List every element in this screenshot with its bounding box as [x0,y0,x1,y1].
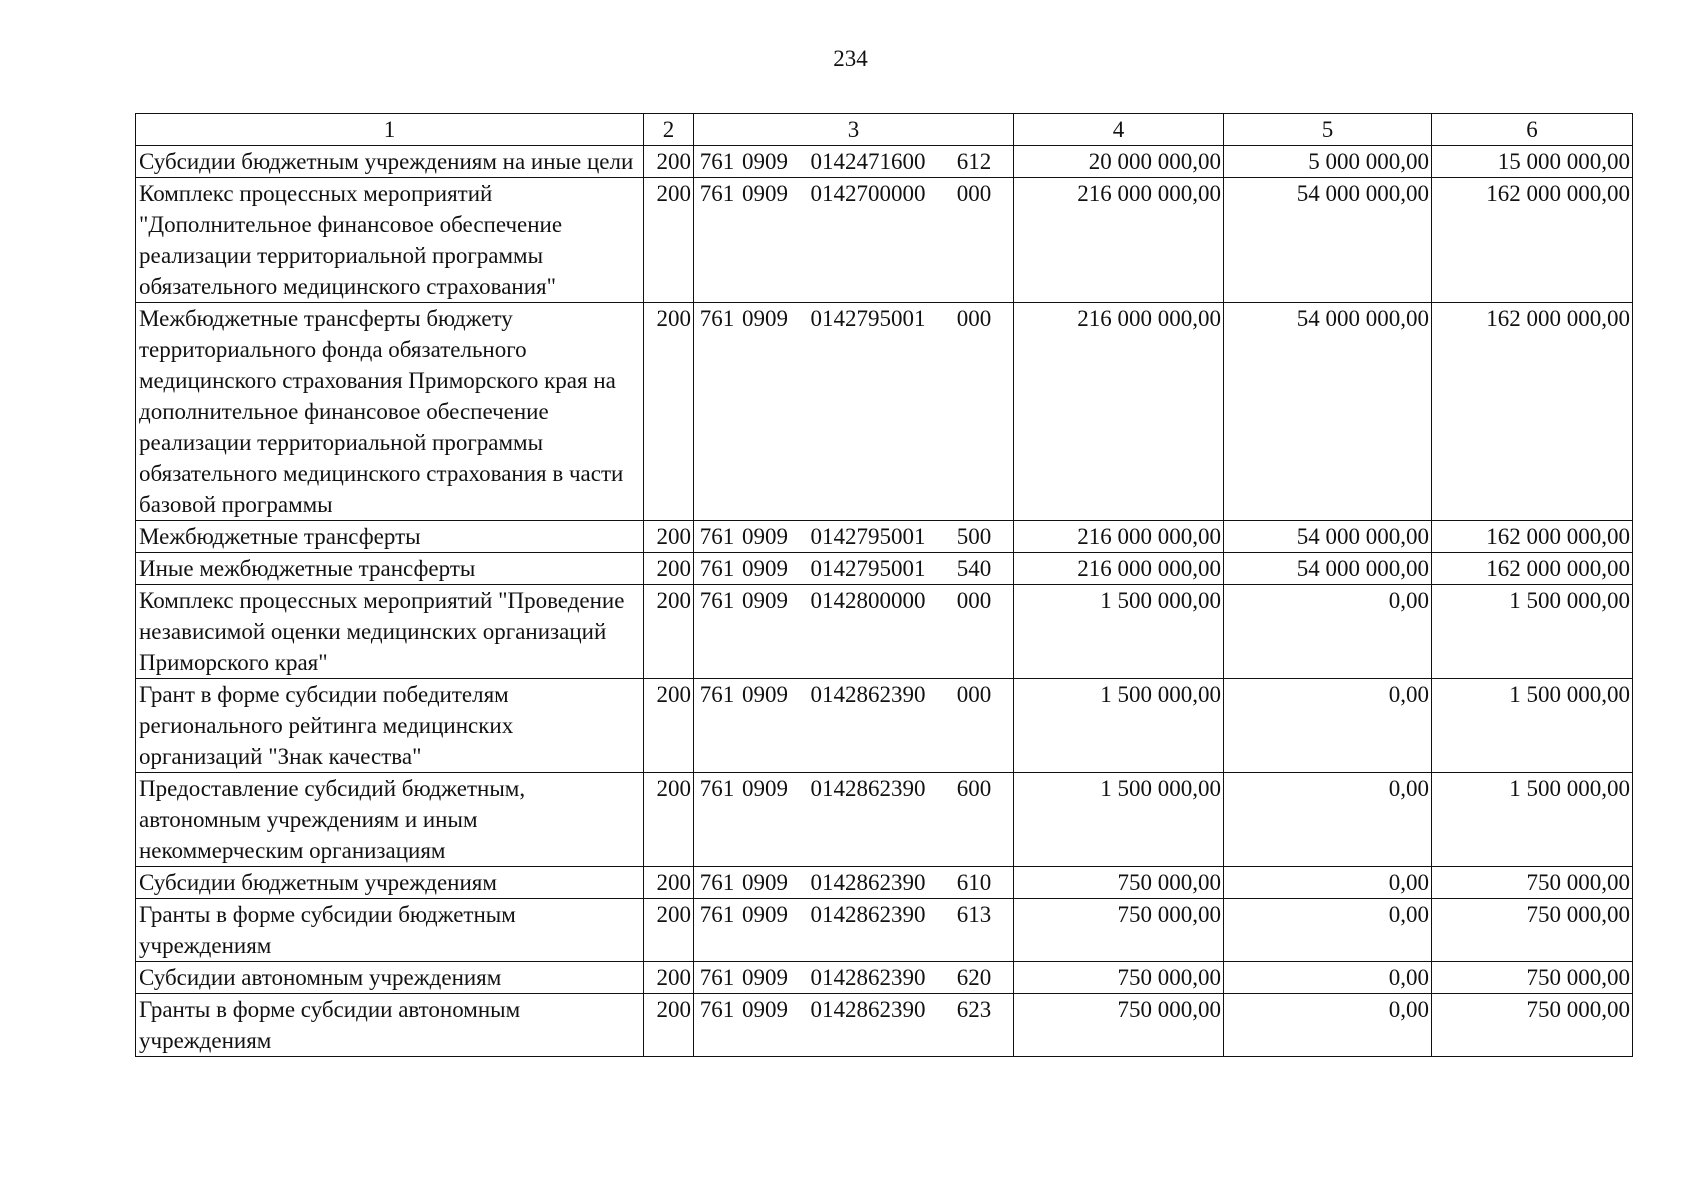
column-header: 1 [136,114,644,146]
expense-type-code: 500 [956,524,992,549]
target-article-code: 0142795001 [810,556,926,581]
row-amount-col6: 1 500 000,00 [1432,585,1633,679]
row-classification-code [694,867,1014,899]
table-row [136,146,1633,178]
row-amount-col6: 750 000,00 [1432,867,1633,899]
table-row [136,553,1633,585]
table-row [136,773,1633,867]
row-amount-col4: 216 000 000,00 [1014,553,1224,585]
expense-type-code: 610 [956,870,992,895]
target-article-code: 0142471600 [810,149,926,174]
section-code: 0909 [742,965,788,990]
section-code: 0909 [742,149,788,174]
ministry-code: 761 [699,965,735,990]
row-amount-col6: 162 000 000,00 [1432,553,1633,585]
row-name: Гранты в форме субсидии автономным учреждениям [136,994,644,1057]
table-row [136,303,1633,521]
ministry-code: 761 [699,149,735,174]
column-header: 4 [1014,114,1224,146]
target-article-code: 0142795001 [810,306,926,331]
expense-type-code: 613 [956,902,992,927]
section-code: 0909 [742,306,788,331]
target-article-code: 0142862390 [810,776,926,801]
column-header: 3 [694,114,1014,146]
row-amount-col6: 1 500 000,00 [1432,773,1633,867]
row-code-200: 200 [644,585,694,679]
row-classification-code [694,899,1014,962]
ministry-code: 761 [699,997,735,1022]
row-name: Межбюджетные трансферты [136,521,644,553]
target-article-code: 0142862390 [810,902,926,927]
section-code: 0909 [742,776,788,801]
row-code-200: 200 [644,679,694,773]
row-code-200: 200 [644,521,694,553]
column-header: 5 [1224,114,1432,146]
expense-type-code: 623 [956,997,992,1022]
budget-table [135,113,1633,1057]
row-amount-col5: 0,00 [1224,867,1432,899]
row-code-200: 200 [644,553,694,585]
row-amount-col5: 54 000 000,00 [1224,303,1432,521]
target-article-code: 0142862390 [810,965,926,990]
row-name: Комплекс процессных мероприятий "Дополнительное финансовое обеспечение реализации территориальной программы обязательного медицинского страхования" [136,178,644,303]
table-row [136,585,1633,679]
page-number: 234 [833,46,868,71]
table-row [136,867,1633,899]
ministry-code: 761 [699,181,735,206]
section-code: 0909 [742,588,788,613]
expense-type-code: 000 [956,588,992,613]
row-code-200: 200 [644,303,694,521]
row-name: Субсидии бюджетным учреждениям [136,867,644,899]
target-article-code: 0142795001 [810,524,926,549]
row-amount-col6: 1 500 000,00 [1432,679,1633,773]
row-classification-code [694,585,1014,679]
section-code: 0909 [742,181,788,206]
row-code-200: 200 [644,994,694,1057]
row-amount-col5: 0,00 [1224,962,1432,994]
row-classification-code [694,679,1014,773]
row-classification-code [694,994,1014,1057]
table-row [136,962,1633,994]
row-name: Межбюджетные трансферты бюджету территориального фонда обязательного медицинского страхования Приморского края на дополнительное финансовое обеспечение реализации территориальной программы обязательного медицинского страхования в части базовой программы [136,303,644,521]
section-code: 0909 [742,997,788,1022]
row-amount-col6: 750 000,00 [1432,899,1633,962]
row-amount-col4: 750 000,00 [1014,899,1224,962]
expense-type-code: 540 [956,556,992,581]
row-name: Предоставление субсидий бюджетным, автономным учреждениям и иным некоммерческим организациям [136,773,644,867]
row-amount-col4: 20 000 000,00 [1014,146,1224,178]
ministry-code: 761 [699,556,735,581]
ministry-code: 761 [699,870,735,895]
row-code-200: 200 [644,773,694,867]
row-name: Субсидии бюджетным учреждениям на иные цели [136,146,644,178]
row-amount-col4: 216 000 000,00 [1014,303,1224,521]
expense-type-code: 000 [956,181,992,206]
expense-type-code: 612 [956,149,992,174]
expense-type-code: 620 [956,965,992,990]
row-classification-code [694,521,1014,553]
row-amount-col4: 750 000,00 [1014,962,1224,994]
row-amount-col4: 216 000 000,00 [1014,178,1224,303]
table-row [136,994,1633,1057]
table-row [136,899,1633,962]
row-amount-col5: 54 000 000,00 [1224,521,1432,553]
row-amount-col4: 1 500 000,00 [1014,585,1224,679]
target-article-code: 0142800000 [810,588,926,613]
table-header-row [136,114,1633,146]
column-header: 6 [1432,114,1633,146]
row-amount-col5: 0,00 [1224,899,1432,962]
row-code-200: 200 [644,178,694,303]
row-code-200: 200 [644,867,694,899]
row-amount-col5: 5 000 000,00 [1224,146,1432,178]
row-classification-code [694,773,1014,867]
ministry-code: 761 [699,306,735,331]
row-classification-code [694,962,1014,994]
row-code-200: 200 [644,962,694,994]
row-classification-code [694,146,1014,178]
section-code: 0909 [742,870,788,895]
row-amount-col6: 162 000 000,00 [1432,303,1633,521]
row-code-200: 200 [644,146,694,178]
section-code: 0909 [742,902,788,927]
column-header: 2 [644,114,694,146]
row-name: Грант в форме субсидии победителям регионального рейтинга медицинских организаций "Знак качества" [136,679,644,773]
row-amount-col4: 216 000 000,00 [1014,521,1224,553]
table-row [136,521,1633,553]
ministry-code: 761 [699,682,735,707]
row-name: Иные межбюджетные трансферты [136,553,644,585]
row-code-200: 200 [644,899,694,962]
row-amount-col5: 0,00 [1224,679,1432,773]
target-article-code: 0142700000 [810,181,926,206]
expense-type-code: 600 [956,776,992,801]
row-amount-col4: 1 500 000,00 [1014,679,1224,773]
table-row [136,178,1633,303]
target-article-code: 0142862390 [810,682,926,707]
row-amount-col5: 0,00 [1224,994,1432,1057]
table-row [136,679,1633,773]
section-code: 0909 [742,556,788,581]
row-name: Субсидии автономным учреждениям [136,962,644,994]
row-amount-col4: 750 000,00 [1014,867,1224,899]
section-code: 0909 [742,682,788,707]
row-classification-code [694,178,1014,303]
row-amount-col5: 0,00 [1224,585,1432,679]
row-amount-col5: 0,00 [1224,773,1432,867]
row-amount-col5: 54 000 000,00 [1224,178,1432,303]
expense-type-code: 000 [956,682,992,707]
target-article-code: 0142862390 [810,870,926,895]
ministry-code: 761 [699,524,735,549]
row-amount-col6: 162 000 000,00 [1432,178,1633,303]
row-amount-col6: 750 000,00 [1432,962,1633,994]
row-amount-col5: 54 000 000,00 [1224,553,1432,585]
ministry-code: 761 [699,588,735,613]
expense-type-code: 000 [956,306,992,331]
target-article-code: 0142862390 [810,997,926,1022]
ministry-code: 761 [699,902,735,927]
ministry-code: 761 [699,776,735,801]
row-name: Гранты в форме субсидии бюджетным учреждениям [136,899,644,962]
row-classification-code [694,303,1014,521]
row-amount-col6: 15 000 000,00 [1432,146,1633,178]
row-amount-col4: 1 500 000,00 [1014,773,1224,867]
row-amount-col6: 162 000 000,00 [1432,521,1633,553]
section-code: 0909 [742,524,788,549]
row-amount-col4: 750 000,00 [1014,994,1224,1057]
row-amount-col6: 750 000,00 [1432,994,1633,1057]
row-name: Комплекс процессных мероприятий "Проведение независимой оценки медицинских организаций Приморского края" [136,585,644,679]
row-classification-code [694,553,1014,585]
